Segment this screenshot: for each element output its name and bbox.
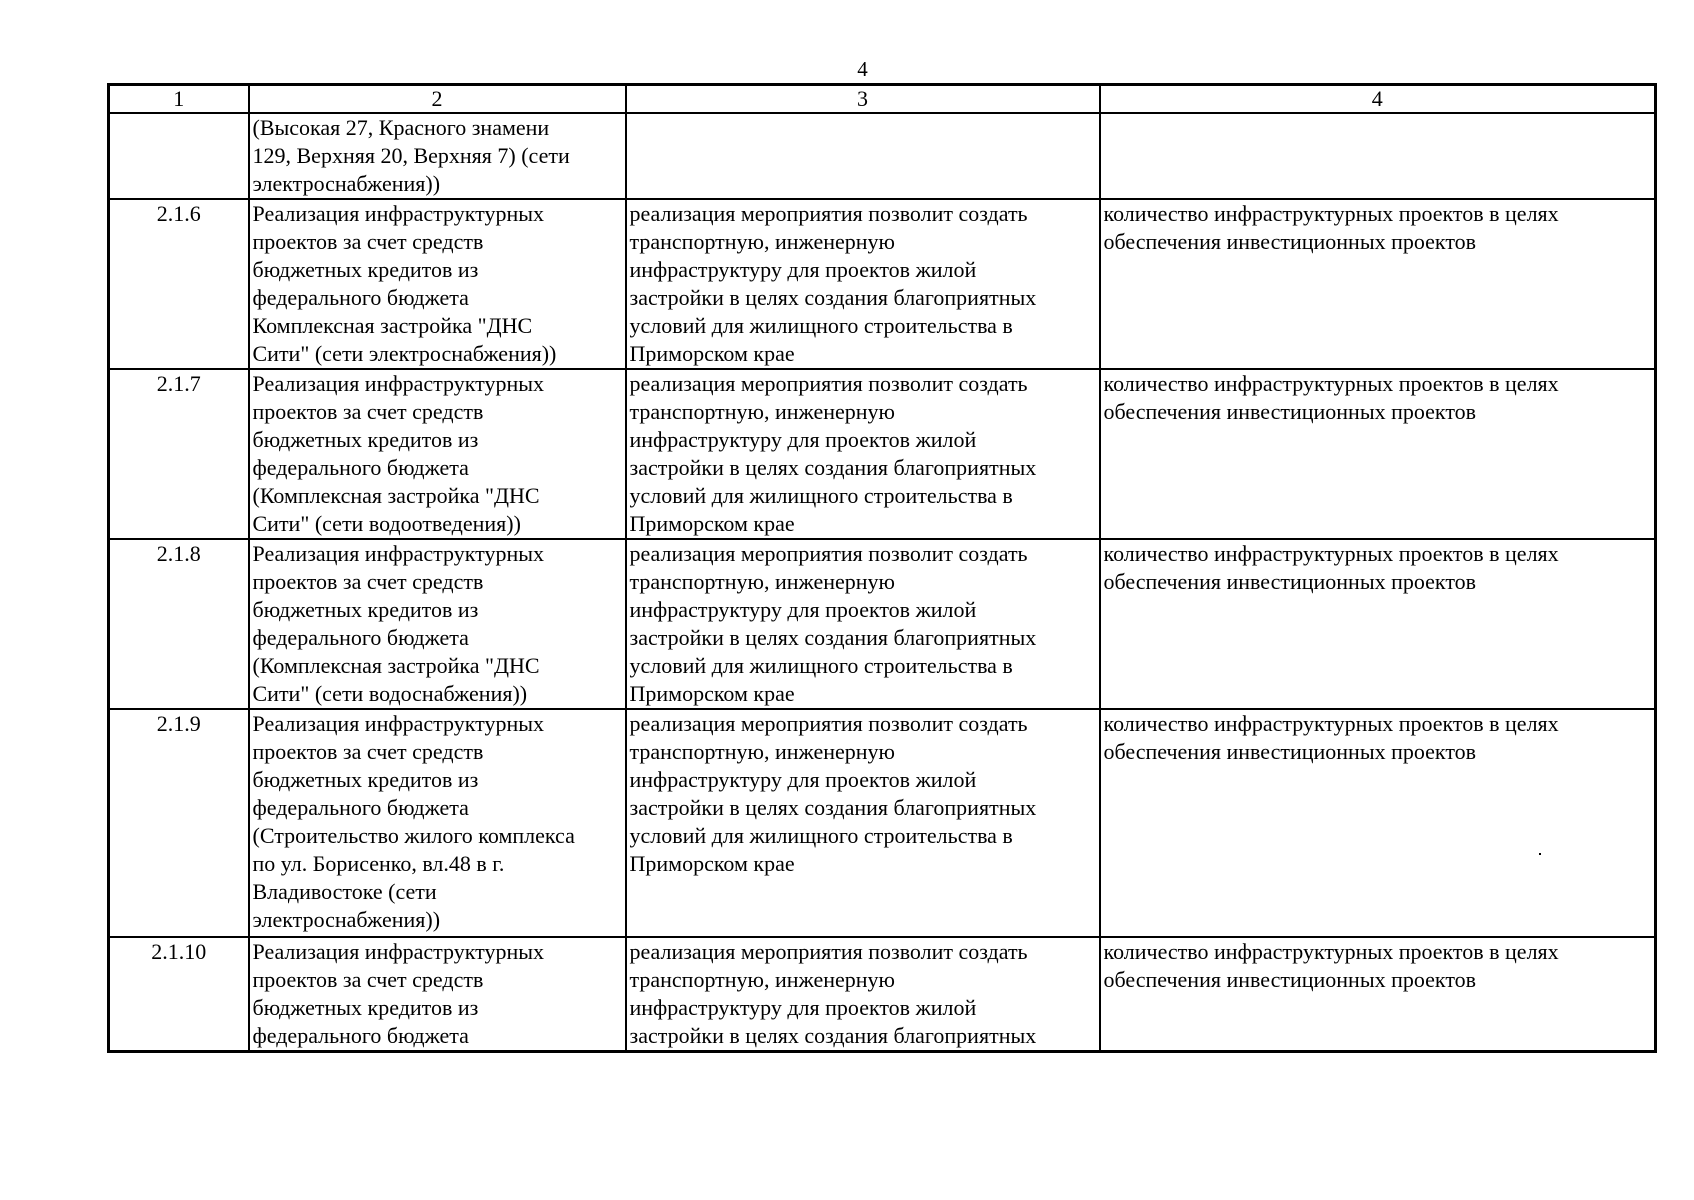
table-row xyxy=(109,937,1656,1052)
table-row xyxy=(109,199,1656,369)
measure-name: Реализация инфраструктурных проектов за счет средств бюджетных кредитов из федерального бюджета (Комплексная застройка "ДНС Сити" (сети водоснабжения)) xyxy=(249,539,626,709)
row-number: 2.1.8 xyxy=(109,539,249,709)
expected-result: реализация мероприятия позволит создать транспортную, инженерную инфраструктуру для проектов жилой застройки в целях создания благоприятных условий для жилищного строительства в Приморском крае xyxy=(626,369,1100,539)
table-row xyxy=(109,539,1656,709)
column-header-2: 2 xyxy=(249,85,626,114)
row-number: 2.1.9 xyxy=(109,709,249,937)
row-number: 2.1.6 xyxy=(109,199,249,369)
expected-result: реализация мероприятия позволит создать транспортную, инженерную инфраструктуру для проектов жилой застройки в целях создания благоприятных условий для жилищного строительства в Приморском крае xyxy=(626,709,1100,937)
row-number xyxy=(109,113,249,199)
table-row xyxy=(109,113,1656,199)
expected-result xyxy=(626,113,1100,199)
indicator xyxy=(1100,113,1656,199)
expected-result: реализация мероприятия позволит создать транспортную, инженерную инфраструктуру для проектов жилой застройки в целях создания благоприятных условий для жилищного строительства в Приморском крае xyxy=(626,199,1100,369)
column-header-3: 3 xyxy=(626,85,1100,114)
indicator: количество инфраструктурных проектов в целях обеспечения инвестиционных проектов xyxy=(1100,937,1656,1052)
table-row xyxy=(109,369,1656,539)
table-header-row xyxy=(109,85,1656,114)
indicator: количество инфраструктурных проектов в целях обеспечения инвестиционных проектов xyxy=(1100,539,1656,709)
measure-name: Реализация инфраструктурных проектов за счет средств бюджетных кредитов из федерального бюджета xyxy=(249,937,626,1052)
indicator: количество инфраструктурных проектов в целях обеспечения инвестиционных проектов xyxy=(1100,369,1656,539)
indicator: количество инфраструктурных проектов в целях обеспечения инвестиционных проектов xyxy=(1100,709,1656,937)
column-header-4: 4 xyxy=(1100,85,1656,114)
table-row xyxy=(109,709,1656,937)
scan-speck xyxy=(1539,853,1541,855)
measures-table xyxy=(107,83,1657,1053)
expected-result: реализация мероприятия позволит создать транспортную, инженерную инфраструктуру для проектов жилой застройки в целях создания благоприятных xyxy=(626,937,1100,1052)
measure-name: Реализация инфраструктурных проектов за счет средств бюджетных кредитов из федерального бюджета (Строительство жилого комплекса по ул. Борисенко, вл.48 в г. Владивостоке (сети электроснабжения)) xyxy=(249,709,626,937)
row-number: 2.1.10 xyxy=(109,937,249,1052)
measure-name: Реализация инфраструктурных проектов за счет средств бюджетных кредитов из федерального бюджета Комплексная застройка "ДНС Сити" (сети электроснабжения)) xyxy=(249,199,626,369)
column-header-1: 1 xyxy=(109,85,249,114)
measure-name: (Высокая 27, Красного знамени 129, Верхняя 20, Верхняя 7) (сети электроснабжения)) xyxy=(249,113,626,199)
page-number: 4 xyxy=(857,57,868,81)
indicator: количество инфраструктурных проектов в целях обеспечения инвестиционных проектов xyxy=(1100,199,1656,369)
expected-result: реализация мероприятия позволит создать транспортную, инженерную инфраструктуру для проектов жилой застройки в целях создания благоприятных условий для жилищного строительства в Приморском крае xyxy=(626,539,1100,709)
measure-name: Реализация инфраструктурных проектов за счет средств бюджетных кредитов из федерального бюджета (Комплексная застройка "ДНС Сити" (сети водоотведения)) xyxy=(249,369,626,539)
row-number: 2.1.7 xyxy=(109,369,249,539)
